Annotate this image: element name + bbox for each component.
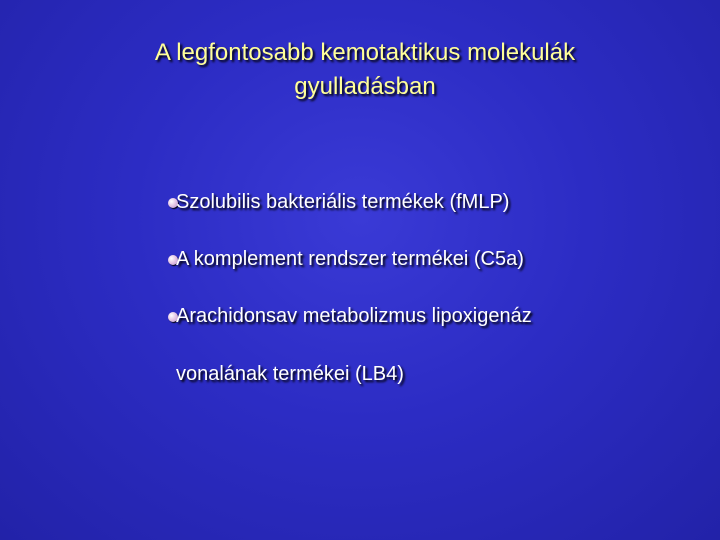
bullet-continuation-text: vonalának termékei (LB4) <box>176 363 404 385</box>
bullet-text: Arachidonsav metabolizmus lipoxigenáz <box>176 305 532 327</box>
bullet-text: Szolubilis bakteriális termékek (fMLP) <box>176 191 510 213</box>
bullet-text: A komplement rendszer termékei (C5a) <box>176 248 524 270</box>
slide-title-line-1: A legfontosabb kemotaktikus molekulák <box>154 39 576 66</box>
slide-title-line-2: gyulladásban <box>294 73 436 100</box>
